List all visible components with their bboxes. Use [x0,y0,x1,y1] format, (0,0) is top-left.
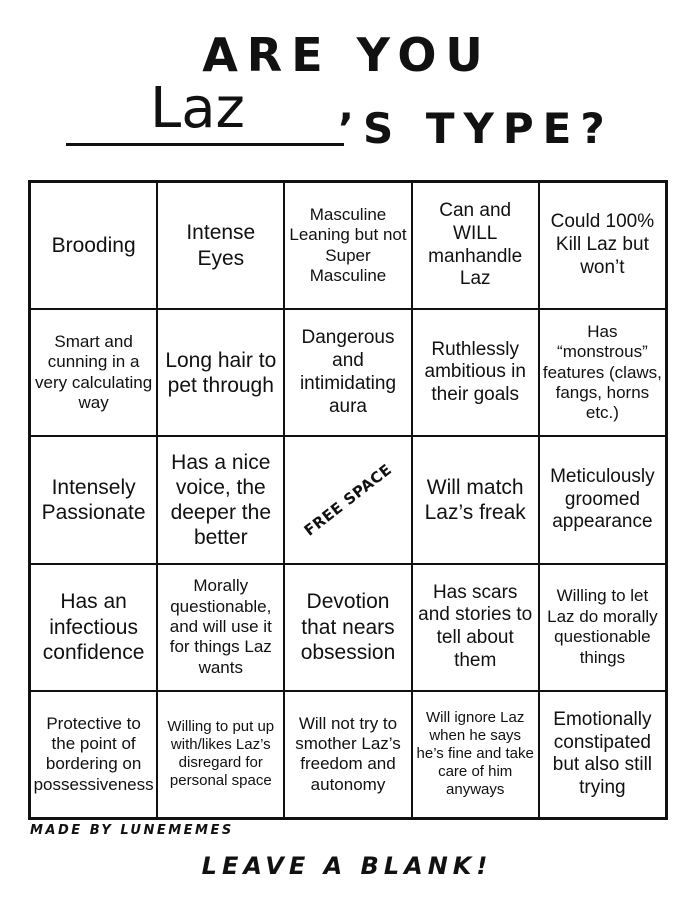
bingo-cell-text: Smart and cunning in a very calculating way [35,332,153,413]
page-title-line1: ARE YOU [202,28,492,82]
bingo-cell-text: Has “monstrous” features (claws, fangs, horns etc.) [542,321,662,423]
bingo-cell-text: Willing to put up with/likes Laz’s disregard for personal space [167,718,275,790]
bingo-cell-text: Dangerous and intimidating aura [299,327,397,417]
bingo-cell[interactable] [157,691,284,818]
bingo-cell-text: Will ignore Laz when he says he’s fine and take care of him anyways [416,709,534,799]
bingo-cell[interactable] [157,309,284,436]
bingo-cell[interactable] [284,309,411,436]
bingo-cell-text: Has scars and stories to tell about them [418,581,533,671]
bingo-cell-text: Intensely Passionate [41,475,146,524]
bingo-cell[interactable] [30,182,157,309]
bingo-cell[interactable] [539,691,666,818]
bingo-cell-text: Ruthlessly ambitious in their goals [424,338,526,406]
free-space-label: FREE SPACE [300,460,396,540]
bingo-cell-text: Could 100% Kill Laz but won’t [550,211,655,278]
bingo-cell-text: Masculine Leaning but not Super Masculine [289,204,407,285]
bingo-cell[interactable] [157,436,284,563]
free-space-cell[interactable] [284,436,411,563]
credit-text: MADE BY LUNEMEMES [30,823,234,838]
bingo-cell[interactable] [284,182,411,309]
bingo-cell[interactable] [157,182,284,309]
bingo-cell[interactable] [539,309,666,436]
bingo-cell[interactable] [30,309,157,436]
bingo-cell-text: Emotionally constipated but also still trying [552,708,653,799]
bingo-cell-text: Intense Eyes [186,221,256,270]
bingo-cell-text: Brooding [51,234,136,257]
bingo-cell[interactable] [412,182,539,309]
bingo-cell-text: Long hair to pet through [165,348,277,397]
page-title-line2: ’S TYPE? [338,104,614,153]
bingo-cell-text: Will not try to smother Laz’s freedom and autonomy [295,713,401,794]
bingo-cell[interactable] [30,564,157,691]
bingo-grid [28,180,668,820]
footer-instruction: LEAVE A BLANK! [201,852,493,880]
bingo-cell-text: Has an infectious confidence [42,590,145,664]
bingo-cell[interactable] [30,691,157,818]
bingo-cell[interactable] [157,564,284,691]
bingo-cell-text: Devotion that nears obsession [300,590,396,664]
bingo-cell[interactable] [412,436,539,563]
bingo-cell-text: Protective to the point of bordering on possessiveness [33,713,154,794]
bingo-cell[interactable] [539,564,666,691]
bingo-cell[interactable] [412,564,539,691]
bingo-cell-text: Willing to let Laz do morally questionable things [547,586,658,667]
bingo-cell[interactable] [284,691,411,818]
bingo-cell-text: Will match Laz’s freak [424,475,526,524]
bingo-cell[interactable] [539,436,666,563]
bingo-cell-text: Meticulously groomed appearance [550,465,655,533]
handwritten-name: Laz [150,76,245,141]
bingo-cell-text: Has a nice voice, the deeper the better [170,450,271,550]
blank-line [66,143,344,146]
bingo-cell[interactable] [539,182,666,309]
bingo-cell-text: Can and WILL manhandle Laz [428,200,523,290]
bingo-cell[interactable] [412,309,539,436]
bingo-cell[interactable] [412,691,539,818]
bingo-cell[interactable] [30,436,157,563]
bingo-cell[interactable] [284,564,411,691]
bingo-cell-text: Morally questionable, and will use it for things Laz wants [169,576,272,677]
